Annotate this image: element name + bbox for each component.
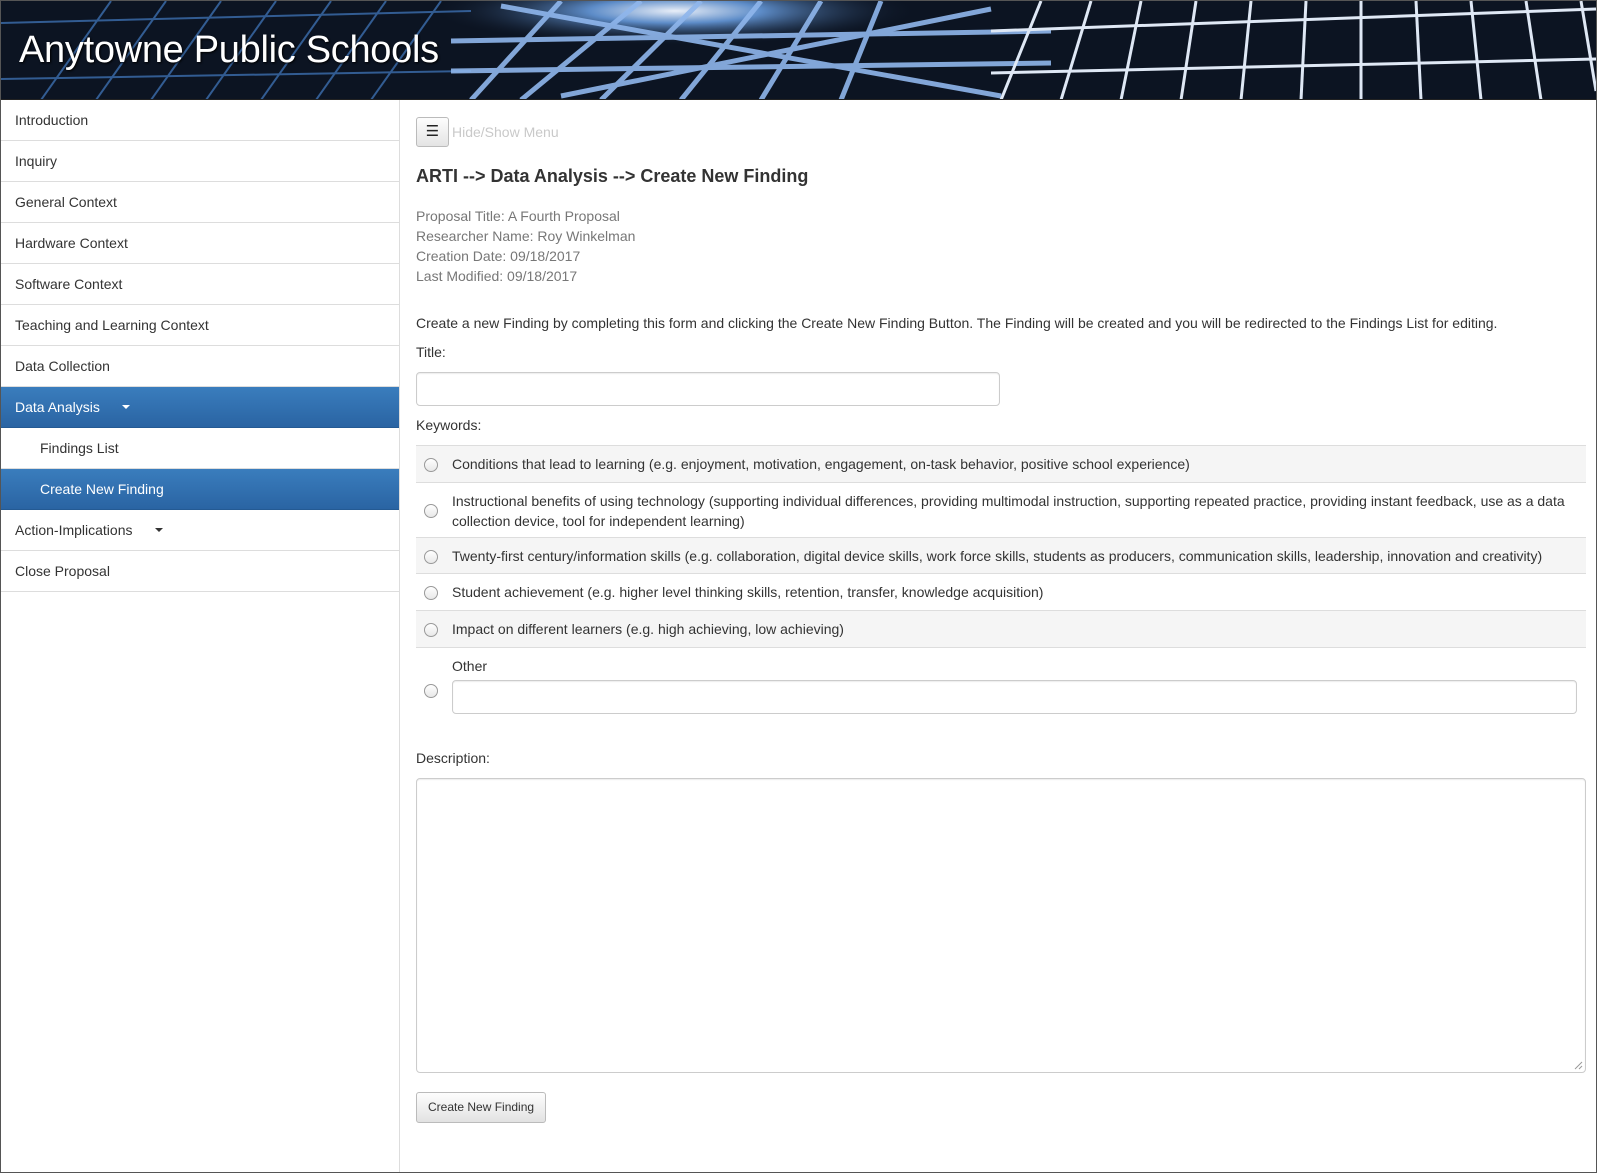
other-keyword-input[interactable] [452, 680, 1577, 714]
sidebar-subitem-create-new-finding[interactable] [1, 469, 399, 510]
sidebar-item-label: Data Analysis [15, 399, 100, 415]
sidebar-item-label: Data Collection [15, 358, 110, 374]
proposal-meta [416, 206, 635, 286]
header-banner [1, 1, 1596, 100]
sidebar-subitem-findings-list[interactable] [1, 428, 399, 469]
sidebar-item-hardware-context[interactable] [1, 223, 399, 264]
keyword-text: Conditions that lead to learning (e.g. enjoyment, motivation, engagement, on-task behavior, positive school experience) [452, 456, 1190, 472]
title-label: Title: [416, 344, 446, 360]
keyword-text: Twenty-first century/information skills (e.g. collaboration, digital device skills, work force skills, students as producers, communication skills, leadership, innovation and creativity) [452, 548, 1543, 564]
menu-toggle-hint: Hide/Show Menu [452, 124, 559, 140]
keywords-label: Keywords: [416, 417, 482, 433]
proposal-title-text: Proposal Title: A Fourth Proposal [416, 208, 620, 224]
sidebar-item-action-implications[interactable] [1, 510, 399, 551]
form-instructions: Create a new Finding by completing this form and clicking the Create New Finding Button. The Finding will be created and you will be redirected to the Findings List for editing. [416, 315, 1498, 331]
keyword-text: Impact on different learners (e.g. high achieving, low achieving) [452, 621, 844, 637]
sidebar-item-label: Inquiry [15, 153, 58, 169]
keyword-row[interactable] [416, 537, 1586, 573]
keyword-radio[interactable] [424, 504, 438, 518]
sidebar-item-label: Hardware Context [15, 235, 128, 251]
keyword-row[interactable] [416, 573, 1586, 610]
keyword-row-other[interactable] [416, 647, 1586, 730]
sidebar-item-general-context[interactable] [1, 182, 399, 223]
keywords-table [416, 445, 1586, 730]
hamburger-icon: ☰ [425, 123, 440, 140]
sidebar-item-data-analysis[interactable] [1, 387, 399, 428]
sidebar-item-label: Software Context [15, 276, 123, 292]
description-label: Description: [416, 750, 490, 766]
resize-grip-icon[interactable] [1574, 1061, 1583, 1070]
sidebar-item-label: Action-Implications [15, 522, 133, 538]
site-title: Anytowne Public Schools [19, 29, 439, 71]
sidebar-item-data-collection[interactable] [1, 346, 399, 387]
researcher-name-text: Researcher Name: Roy Winkelman [416, 228, 636, 244]
keyword-radio[interactable] [424, 550, 438, 564]
keyword-text: Student achievement (e.g. higher level thinking skills, retention, transfer, knowledge acquisition) [452, 584, 1044, 600]
sidebar-item-label: Introduction [15, 112, 89, 128]
keyword-row[interactable] [416, 445, 1586, 482]
page-title: ARTI --> Data Analysis --> Create New Finding [416, 166, 809, 186]
title-input[interactable] [416, 372, 1000, 406]
sidebar-item-teaching-learning-context[interactable] [1, 305, 399, 346]
keyword-radio[interactable] [424, 623, 438, 637]
sidebar-item-label: Close Proposal [15, 563, 110, 579]
creation-date-text: Creation Date: 09/18/2017 [416, 248, 581, 264]
keyword-radio-other[interactable] [424, 684, 438, 698]
sidebar-item-software-context[interactable] [1, 264, 399, 305]
sidebar-item-close-proposal[interactable] [1, 551, 399, 592]
sidebar-item-introduction[interactable] [1, 100, 399, 141]
keyword-row[interactable] [416, 610, 1586, 647]
keyword-radio[interactable] [424, 458, 438, 472]
sidebar-item-inquiry[interactable] [1, 141, 399, 182]
sidebar-item-label: Teaching and Learning Context [15, 317, 209, 333]
last-modified-text: Last Modified: 09/18/2017 [416, 268, 578, 284]
keyword-text: Instructional benefits of using technology (supporting individual differences, providing multimodal instruction, supporting repeated practice, providing instant feedback, use as a data collection device, tool for independent learning) [452, 493, 1565, 529]
main-content [401, 100, 1596, 1173]
sidebar-nav [1, 100, 400, 1173]
keyword-radio[interactable] [424, 586, 438, 600]
sidebar-item-label: General Context [15, 194, 117, 210]
sidebar-item-label: Findings List [40, 440, 119, 456]
hamburger-menu-button[interactable] [416, 117, 449, 147]
menu-toggle-row [416, 117, 559, 147]
description-textarea[interactable] [416, 778, 1586, 1073]
caret-down-icon [122, 405, 130, 409]
keyword-row[interactable] [416, 482, 1586, 537]
create-new-finding-button[interactable]: Create New Finding [416, 1092, 546, 1123]
other-label: Other [452, 658, 488, 674]
sidebar-item-label: Create New Finding [40, 481, 164, 497]
caret-down-icon [155, 528, 163, 532]
